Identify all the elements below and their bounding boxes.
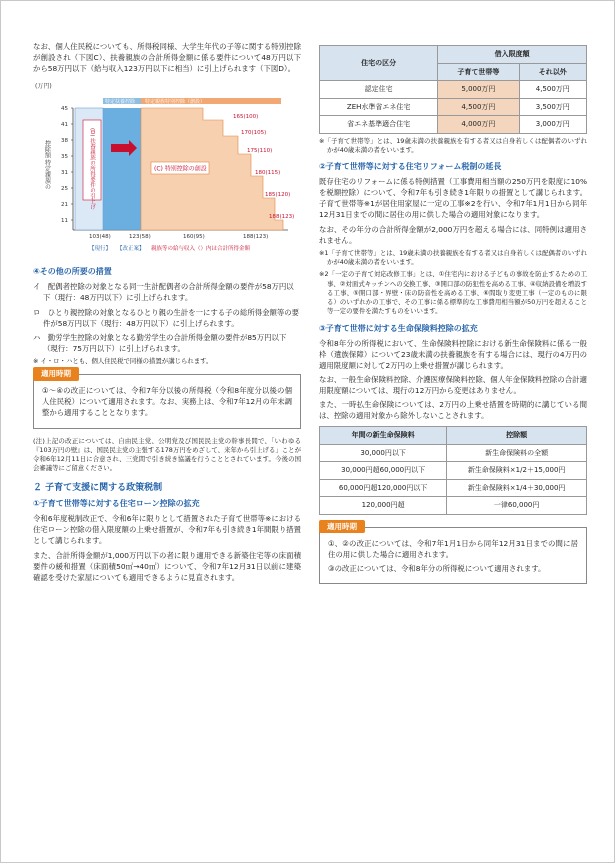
list-item: ロ ひとり親控除の対象となるひとり親の生計を一にする子の総所得金額等の要件が58万円以下（現行：48万円以下）に引上げられます。 <box>33 307 300 328</box>
table-cell: 60,000円超120,000円以下 <box>320 479 447 497</box>
x-label: 160(95) <box>183 234 205 241</box>
apply-text: ①、②の改正については、令和7年1月1日から同年12月31日までの間に居住の用に供した場合に適用されます。 <box>328 538 578 560</box>
step-label: 170(105) <box>241 130 267 137</box>
apply-box-2 <box>319 521 587 584</box>
footnote: ※2「一定の子育て対応改修工事」とは、①住宅内における子どもの事故を防止するための工事、②対面式キッチンへの交換工事、③開口部の防犯性を高める工事、④収納設備を増設する工事、⑤開口部・界壁・床の防音性を高める工事、⑥間取り変更工事（一定のものに限る）のいずれかの工事で、その工事に係る標準的な工事費用相当額が50万円を超えること等一定の要件を満たすものをいいます。 <box>319 270 587 316</box>
table-cell: 新生命保険料×1/2＋15,000円 <box>447 462 587 480</box>
paragraph: 令和6年度税制改正で、令和6年に限りとして措置された子育て世帯等※における住宅ローン控除の借入限度額の上乗せ措置が、令和7年も引き続き1年間限り措置として講じられます。 <box>33 514 301 546</box>
table-cell: 3,000万円 <box>519 116 586 134</box>
table-cell: 5,000万円 <box>438 81 519 99</box>
apply-box-1 <box>33 369 301 428</box>
x-label: 103(48) <box>89 234 111 241</box>
table-row <box>320 116 587 134</box>
band-current-label: 特定扶養控除 <box>105 99 136 106</box>
table-cell: 新生命保険料の全額 <box>447 444 587 462</box>
table-cell: 4,500万円 <box>438 98 519 116</box>
deduction-chart-svg <box>33 80 301 260</box>
y-tick-label: 41 <box>61 122 68 129</box>
table-cell: 4,500万円 <box>519 81 586 99</box>
step-label: 185(120) <box>265 192 291 199</box>
y-tick-label: 25 <box>61 186 68 193</box>
x-label: 188(123) <box>243 234 269 241</box>
table-row <box>320 497 587 515</box>
footnote: ※1「子育て世帯等」とは、19歳未満の扶養親族を有する者又は自身若しくは配偶者のいずれかが40歳未満の者をいいます。 <box>319 248 587 266</box>
apply-tag: 適用時期 <box>33 367 79 380</box>
paragraph: なお、一般生命保険料控除、介護医療保険料控除、個人年金保険料控除の合計適用限度額については、現行の12万円から変更はありません。 <box>319 375 587 396</box>
table-row <box>320 98 587 116</box>
legend-note: 親族等の給与収入（）内は合計所得金額 <box>151 246 251 253</box>
table-cell: 認定住宅 <box>320 81 438 99</box>
paragraph: また、一時払生命保険については、2万円の上乗せ措置を時期的に講じている間は、控除の適用対象から除外しないことされます。 <box>319 400 587 421</box>
table-row <box>320 444 587 462</box>
table-header: 借入限度額 <box>438 46 587 64</box>
table-cell: 一律60,000円 <box>447 497 587 515</box>
deduction-chart <box>33 80 301 260</box>
y-tick-label: 38 <box>61 138 68 145</box>
step-label: 180(115) <box>255 170 281 177</box>
section-4-title: ④その他の所要の措置 <box>33 267 112 277</box>
y-tick-label: 11 <box>61 218 68 225</box>
section-2-3-title: ③子育て世帯に対する生命保険料控除の拡充 <box>319 323 478 333</box>
section-2-1-title: ①子育て世帯等に対する住宅ローン控除の拡充 <box>33 499 200 509</box>
step-label: 165(100) <box>233 114 259 121</box>
step-label: 175(110) <box>247 148 273 155</box>
right-column <box>319 45 587 584</box>
step-label: 188(123) <box>269 214 295 221</box>
y-axis-label: 控除額 特定親族の <box>43 140 51 191</box>
paragraph: 既存住宅のリフォームに係る特例措置（工事費用相当額の250万円を限度に10%を税額控除）について、令和7年も引き続き1年限りの措置として講じられます。子育て世帯等※1が居住用家屋に一定の工事※2を行い、令和7年1月1日から同年12月31日までの間に居住の用に供した場合の適用対象になります。 <box>319 177 587 220</box>
band-new-label: 特定親族特別控除（創設） <box>145 99 206 106</box>
y-tick-label: 35 <box>61 154 68 161</box>
legend-current: 【現行】 <box>89 246 112 253</box>
list-item: ハ 勤労学生控除の対象となる勤労学生の合計所得金額の要件が85万円以下（現行：75万円以下）に引上げられます。 <box>33 332 287 353</box>
intro-paragraph: なお、個人住民税についても、所得税同様、大学生年代の子等に関する特別控除が創設され（下図C）、扶養親族の合計所得金額に係る要件について48万円以下から58万円以下（給与収入123万円以下に相当）に引上げられます（下図D）。 <box>33 42 301 74</box>
y-tick-label: 31 <box>61 170 68 177</box>
table-header: 子育て世帯等 <box>438 63 519 81</box>
table-row <box>320 81 587 99</box>
table-row <box>320 479 587 497</box>
paragraph: なお、その年分の合計所得金額が2,000万円を超える場合には、同特例は適用されません。 <box>319 224 587 245</box>
table-header: 年間の新生命保険料 <box>320 427 447 445</box>
section-2-title: ２ 子育て支援に関する政策税制 <box>33 482 163 493</box>
table-cell: 新生命保険料×1/4＋30,000円 <box>447 479 587 497</box>
label-c: (C) 特別控除の創設 <box>154 165 207 173</box>
apply-tag: 適用時期 <box>319 520 365 533</box>
section-2-2-title: ②子育て世帯等に対する住宅リフォーム税制の延長 <box>319 162 502 172</box>
y-tick-label: 21 <box>61 202 68 209</box>
legend-new: 【改正案】 <box>117 246 145 253</box>
table-note: ※「子育て世帯等」とは、19歳未満の扶養親族を有する者又は自身若しくは配偶者のいずれかが40歳未満の者をいいます。 <box>319 136 587 154</box>
table-cell: 3,500万円 <box>519 98 586 116</box>
left-column <box>33 41 301 586</box>
y-tick-label: 45 <box>61 106 68 113</box>
table-header: 控除額 <box>447 427 587 445</box>
loan-limit-table <box>319 45 587 134</box>
apply-text: ③の改正については、令和8年分の所得税について適用されます。 <box>328 564 546 574</box>
table-cell: 4,000万円 <box>438 116 519 134</box>
table-cell: 省エネ基準適合住宅 <box>320 116 438 134</box>
table-cell: 120,000円超 <box>320 497 447 515</box>
paragraph: また、合計所得金額が1,000万円以下の者に限り適用できる新築住宅等の床面積要件の緩和措置（床面積50㎡→40㎡）について、令和7年12月31日以前に建築確認を受けた家屋についても適用できるように見直されます。 <box>33 550 301 582</box>
table-cell: 30,000円超60,000円以下 <box>320 462 447 480</box>
chart-y-unit: (万円) <box>35 83 52 91</box>
table-cell: 30,000円以下 <box>320 444 447 462</box>
table-cell: ZEH水準省エネ住宅 <box>320 98 438 116</box>
x-label: 123(58) <box>129 234 151 241</box>
table-header: それ以外 <box>519 63 586 81</box>
insurance-deduction-table <box>319 426 587 515</box>
list-item: イ 配偶者控除の対象となる同一生計配偶者の合計所得金額の要件が58万円以下（現行：48万円以下）に引上げられます。 <box>33 282 294 303</box>
label-d: (D) 扶養親族の所得要件の引上げ <box>89 128 95 211</box>
section-4-list <box>33 281 301 354</box>
apply-text: ①〜④の改正については、令和7年分以後の所得税（令和8年度分以後の個人住民税）について適用されます。なお、実務上は、令和7年12月の年末調整から適用することとなります。 <box>42 386 292 418</box>
table-row <box>320 462 587 480</box>
left-footnote: (注)上記の改正については、自由民主党、公明党及び国民民主党の幹事長間で、「いわゆる『103万円の壁』は、国民民主党の主張する178万円をめざして、来年から引上げる」ことが令和6年12月11日に合意され、三党間で引き続き協議を行うこととされています。今後の国会審議等にご留意ください。 <box>33 436 301 473</box>
section-4-note: ※ イ・ロ・ハとも、個人住民税で同様の措置が講じられます。 <box>33 356 213 365</box>
paragraph: 令和8年分の所得税において、生命保険料控除における新生命保険料に係る一般枠（遺族保障）について23歳未満の扶養親族を有する場合には、現行の4万円の適用限度額に対して2万円の上乗せ措置が講じられます。 <box>319 338 587 370</box>
table-header: 住宅の区分 <box>320 46 438 81</box>
